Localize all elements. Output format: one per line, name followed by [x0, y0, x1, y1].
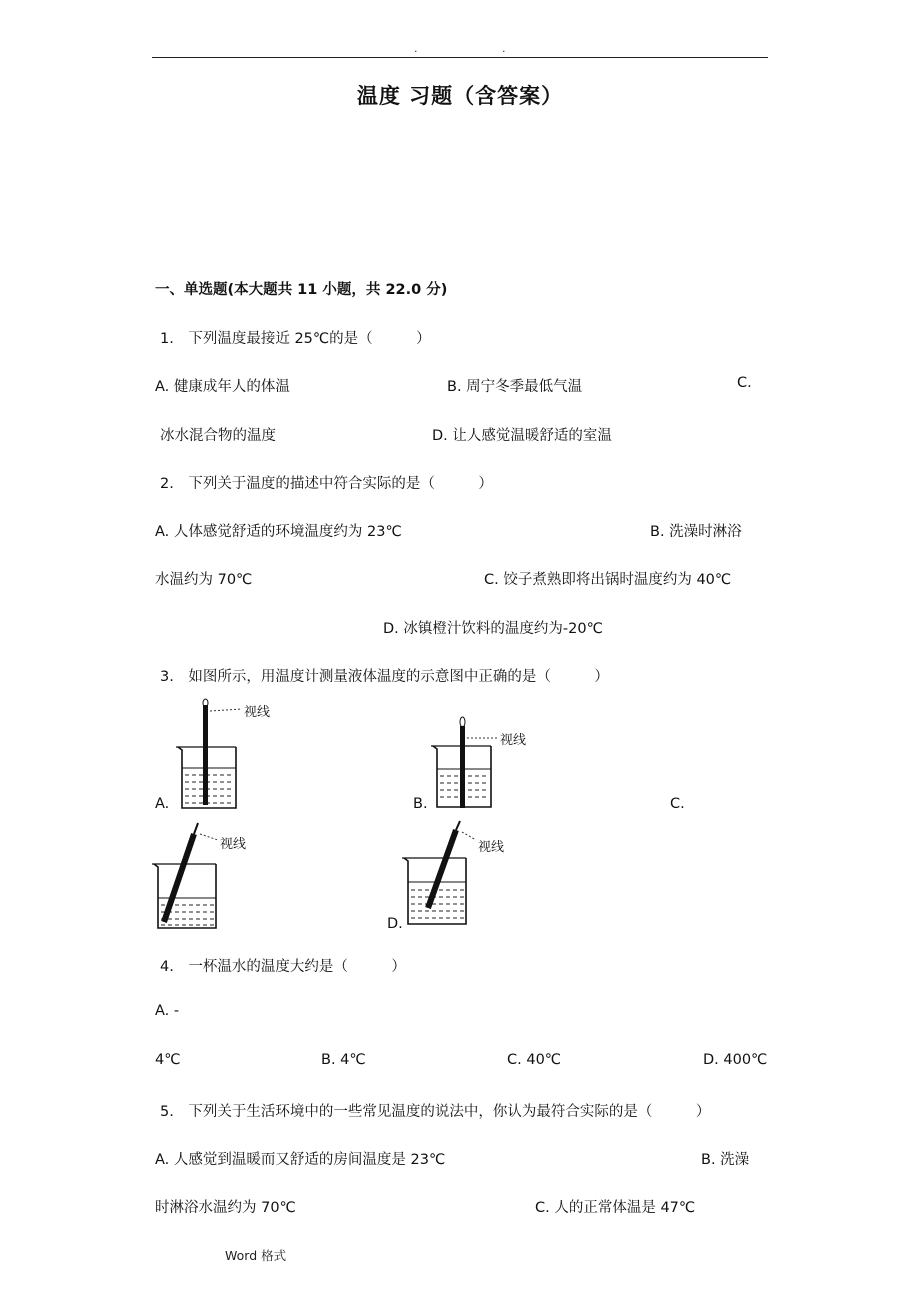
q2-option-b-part1: B. 洗澡时淋浴: [650, 524, 742, 540]
header-dot-right: .: [502, 42, 506, 55]
q5-option-a: A. 人感觉到温暖而又舒适的房间温度是 23℃: [155, 1152, 446, 1168]
q3-option-c-label: C.: [670, 796, 685, 812]
q4-option-d: D. 400℃: [703, 1052, 768, 1068]
q2-option-c: C. 饺子煮熟即将出锅时温度约为 40℃: [484, 572, 732, 588]
q4-option-c: C. 40℃: [507, 1052, 562, 1068]
q3-option-a-label: A.: [155, 796, 170, 812]
q2-option-b-part2: 水温约为 70℃: [155, 572, 253, 588]
q5-option-b-part1: B. 洗澡: [701, 1152, 750, 1168]
header-dot-left: .: [414, 42, 418, 55]
q3-c-sight-label: 视线: [220, 837, 247, 852]
q2-stem: 2. 下列关于温度的描述中符合实际的是（ ）: [160, 476, 493, 492]
q2-option-d: D. 冰镇橙汁饮料的温度约为-20℃: [383, 621, 603, 637]
q1-option-c-label: C.: [737, 375, 752, 391]
q3-figure-d: [400, 818, 520, 933]
q3-d-sight-label: 视线: [478, 840, 505, 855]
q3-figure-b: [425, 714, 535, 814]
q3-a-sight-label: 视线: [244, 705, 271, 720]
q3-figure-a: [170, 695, 280, 815]
header-rule: [152, 57, 768, 58]
q4-stem: 4. 一杯温水的温度大约是（ ）: [160, 959, 406, 975]
q1-option-a: A. 健康成年人的体温: [155, 379, 290, 395]
page-title: 温度 习题（含答案）: [356, 84, 564, 108]
q1-option-d: D. 让人感觉温暖舒适的室温: [432, 428, 612, 444]
q4-option-a-part1: A. -: [155, 1003, 180, 1019]
q5-option-c: C. 人的正常体温是 47℃: [535, 1200, 696, 1216]
q4-option-b: B. 4℃: [321, 1052, 366, 1068]
q1-stem: 1. 下列温度最接近 25℃的是（ ）: [160, 331, 431, 347]
q3-figure-c: [150, 818, 270, 933]
q4-option-a-part2: 4℃: [155, 1052, 181, 1068]
q2-option-a: A. 人体感觉舒适的环境温度约为 23℃: [155, 524, 402, 540]
q1-option-b: B. 周宁冬季最低气温: [447, 379, 583, 395]
q3-option-b-label: B.: [413, 796, 428, 812]
q3-option-d-label: D.: [387, 916, 403, 932]
q3-b-sight-label: 视线: [500, 733, 527, 748]
q1-option-c-text: 冰水混合物的温度: [160, 428, 276, 444]
q5-stem: 5. 下列关于生活环境中的一些常见温度的说法中，你认为最符合实际的是（ ）: [160, 1104, 711, 1120]
footer-label: Word 格式: [225, 1248, 287, 1263]
q3-stem: 3. 如图所示，用温度计测量液体温度的示意图中正确的是（ ）: [160, 669, 609, 685]
q5-option-b-part2: 时淋浴水温约为 70℃: [155, 1200, 296, 1216]
section-heading: 一、单选题(本大题共 11 小题，共 22.0 分): [155, 282, 448, 298]
